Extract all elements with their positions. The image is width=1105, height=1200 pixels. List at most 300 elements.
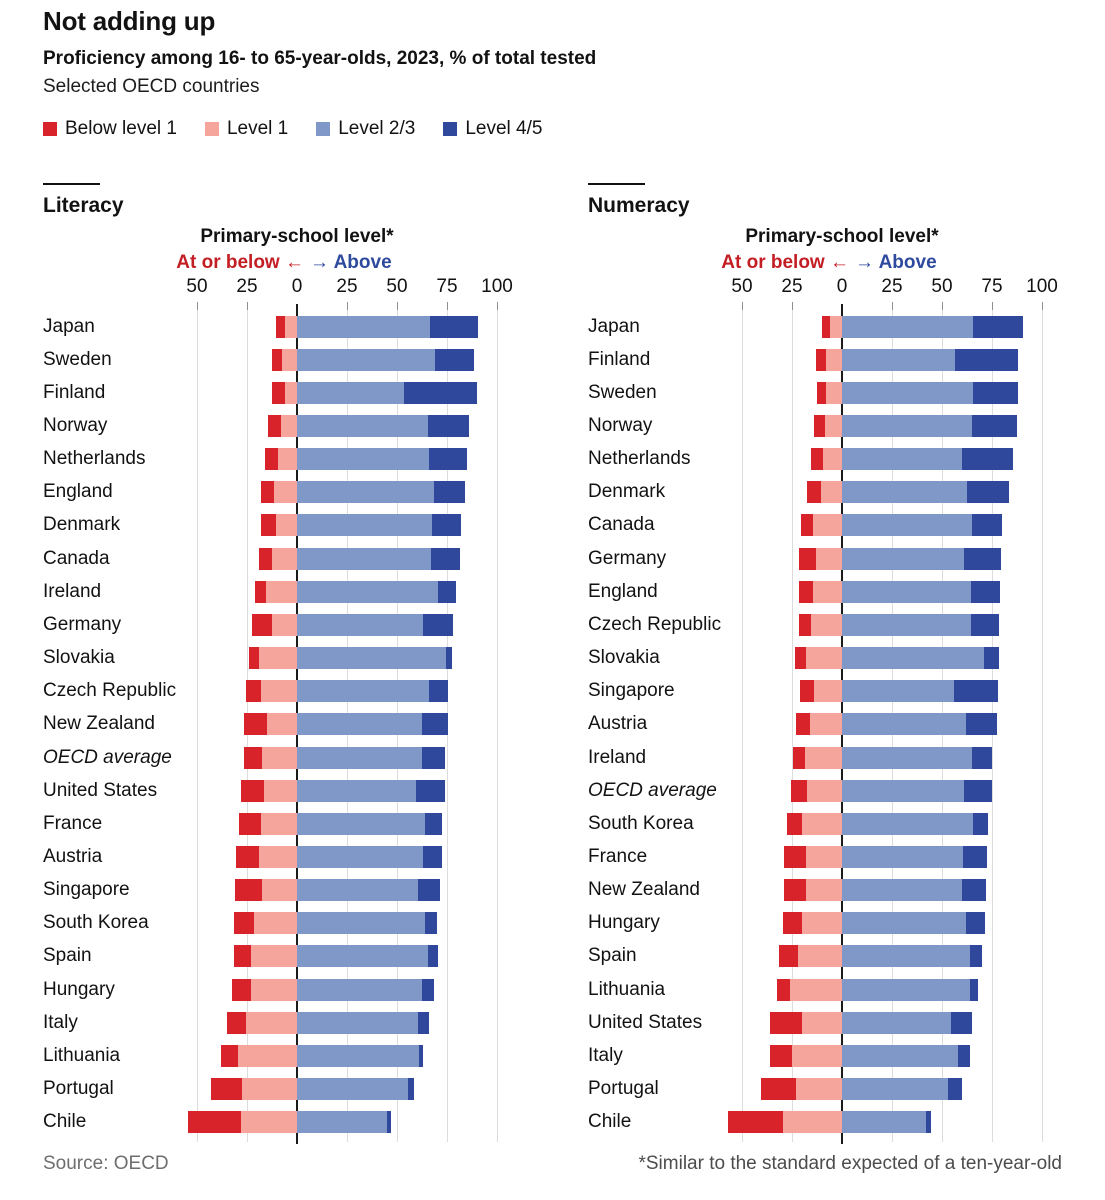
row-label-england: England: [588, 580, 658, 602]
axis-direction-left: At or below ←: [176, 252, 304, 273]
bar-segment-below-level-1: [232, 979, 251, 1001]
bar-segment-level-1: [811, 614, 842, 636]
row-label-japan: Japan: [43, 315, 95, 337]
bar-segment-level-1: [246, 1012, 297, 1034]
bar-segment-level-1: [241, 1111, 297, 1133]
bar-segment-level-1: [821, 481, 842, 503]
row-label-sweden: Sweden: [588, 381, 657, 403]
axis-tick-mark: [247, 302, 248, 310]
numeracy-title: Numeracy: [588, 194, 690, 217]
bar-segment-level-4-5: [432, 514, 461, 536]
bar-segment-level-4-5: [984, 647, 999, 669]
bar-segment-level-4-5: [435, 349, 474, 371]
below_level_1-swatch: [43, 122, 57, 136]
bar-segment-level-4-5: [971, 614, 999, 636]
bar-segment-level-1: [274, 481, 297, 503]
bar-segment-level-2-3: [842, 481, 967, 503]
bar-segment-level-1: [262, 879, 297, 901]
bar-segment-level-4-5: [428, 945, 438, 967]
axis-tick-mark: [397, 302, 398, 310]
bar-segment-level-1: [830, 316, 842, 338]
bar-segment-level-2-3: [297, 415, 428, 437]
row-label-slovakia: Slovakia: [588, 647, 660, 669]
bar-segment-level-2-3: [842, 614, 971, 636]
bar-segment-level-2-3: [297, 1111, 387, 1133]
chart-title: Not adding up: [43, 6, 216, 36]
row-label-canada: Canada: [588, 514, 655, 536]
bar-segment-level-4-5: [408, 1078, 414, 1100]
bar-segment-level-4-5: [963, 846, 987, 868]
row-label-finland: Finland: [588, 348, 651, 370]
row-label-czech-republic: Czech Republic: [43, 680, 177, 702]
axis-tick-mark: [197, 302, 198, 310]
bar-segment-level-2-3: [842, 1012, 951, 1034]
row-label-finland: Finland: [43, 381, 106, 403]
bar-segment-below-level-1: [814, 415, 825, 437]
bar-segment-level-2-3: [842, 514, 972, 536]
axis-tick-label: 50: [386, 276, 408, 297]
bar-segment-level-1: [802, 912, 842, 934]
axis-tick-label: 75: [436, 276, 458, 297]
bar-segment-level-4-5: [422, 713, 448, 735]
bar-segment-below-level-1: [783, 912, 802, 934]
bar-segment-level-2-3: [842, 548, 964, 570]
bar-segment-level-2-3: [842, 1111, 926, 1133]
level_1-swatch: [205, 122, 219, 136]
bar-segment-below-level-1: [817, 382, 826, 404]
gridline: [197, 310, 198, 1142]
bar-segment-level-1: [813, 581, 842, 603]
bar-segment-below-level-1: [761, 1078, 796, 1100]
bar-segment-level-4-5: [418, 1012, 429, 1034]
bar-segment-level-4-5: [962, 879, 986, 901]
row-label-japan: Japan: [588, 315, 640, 337]
axis-direction-right: → Above: [310, 252, 392, 273]
bar-segment-level-2-3: [842, 879, 962, 901]
bar-segment-level-1: [806, 647, 842, 669]
bar-segment-below-level-1: [265, 448, 278, 470]
bar-segment-below-level-1: [801, 514, 813, 536]
bar-segment-level-1: [825, 415, 842, 437]
bar-segment-level-1: [266, 581, 297, 603]
bar-segment-level-1: [259, 647, 297, 669]
bar-segment-level-1: [806, 879, 842, 901]
bar-segment-below-level-1: [807, 481, 821, 503]
row-label-lithuania: Lithuania: [588, 978, 666, 1000]
bar-segment-level-2-3: [842, 349, 955, 371]
row-label-czech-republic: Czech Republic: [588, 613, 722, 635]
gridline: [497, 310, 498, 1142]
axis-direction-right: → Above: [855, 252, 937, 273]
legend-item: [205, 118, 288, 140]
bar-segment-below-level-1: [822, 316, 830, 338]
bar-segment-below-level-1: [795, 647, 806, 669]
bar-segment-below-level-1: [799, 581, 813, 603]
bar-segment-below-level-1: [234, 912, 254, 934]
bar-segment-level-1: [802, 813, 842, 835]
row-label-germany: Germany: [588, 547, 667, 569]
bar-segment-level-2-3: [842, 813, 973, 835]
row-label-canada: Canada: [43, 547, 110, 569]
axis-tick-label: 25: [781, 276, 803, 297]
row-label-spain: Spain: [43, 945, 92, 967]
gridline: [1042, 310, 1043, 1142]
bar-segment-level-4-5: [430, 316, 478, 338]
panel-rule: [588, 183, 645, 185]
bar-segment-level-4-5: [951, 1012, 972, 1034]
bar-segment-below-level-1: [800, 680, 814, 702]
axis-direction-left: At or below ←: [721, 252, 849, 273]
bar-segment-level-2-3: [297, 846, 423, 868]
row-label-oecd-average: OECD average: [588, 779, 717, 801]
bar-segment-level-1: [796, 1078, 842, 1100]
axis-tick-mark: [347, 302, 348, 310]
bar-segment-below-level-1: [272, 349, 282, 371]
row-label-portugal: Portugal: [588, 1078, 659, 1099]
bar-segment-below-level-1: [796, 713, 810, 735]
bar-segment-level-1: [261, 813, 297, 835]
row-label-netherlands: Netherlands: [588, 448, 691, 470]
bar-segment-level-4-5: [972, 747, 992, 769]
bar-segment-level-4-5: [434, 481, 465, 503]
bar-segment-level-2-3: [297, 979, 422, 1001]
bar-segment-below-level-1: [799, 548, 816, 570]
bar-segment-level-4-5: [972, 514, 1002, 536]
legend-item: [316, 118, 415, 140]
row-label-lithuania: Lithuania: [43, 1044, 121, 1066]
bar-segment-level-2-3: [297, 780, 416, 802]
bar-segment-level-1: [254, 912, 297, 934]
bar-segment-below-level-1: [276, 316, 285, 338]
bar-segment-level-2-3: [842, 415, 972, 437]
row-label-austria: Austria: [43, 845, 103, 867]
bar-segment-level-1: [790, 979, 842, 1001]
axis-tick-mark: [447, 302, 448, 310]
row-label-italy: Italy: [588, 1044, 623, 1066]
bar-segment-level-2-3: [297, 581, 438, 603]
bar-segment-level-1: [251, 945, 297, 967]
bar-segment-level-4-5: [970, 979, 978, 1001]
bar-segment-below-level-1: [211, 1078, 242, 1100]
bar-segment-level-1: [261, 680, 297, 702]
axis-tick-label: 100: [481, 276, 513, 297]
axis-tick-mark: [497, 302, 498, 310]
bar-segment-level-2-3: [842, 979, 970, 1001]
axis-tick-mark: [792, 302, 793, 310]
bar-segment-level-2-3: [297, 1078, 408, 1100]
bar-segment-level-1: [810, 713, 842, 735]
legend-label: Level 2/3: [338, 118, 416, 139]
legend-label: Below level 1: [65, 118, 177, 139]
bar-segment-level-2-3: [297, 680, 429, 702]
bar-segment-level-4-5: [948, 1078, 962, 1100]
bar-segment-below-level-1: [770, 1045, 792, 1067]
bar-segment-level-4-5: [419, 1045, 423, 1067]
bar-segment-level-2-3: [842, 1045, 958, 1067]
row-label-austria: Austria: [588, 713, 648, 735]
row-label-england: England: [43, 481, 113, 503]
bar-segment-level-4-5: [954, 680, 998, 702]
axis-tick-label: 0: [291, 276, 303, 297]
row-label-france: France: [588, 845, 648, 867]
bar-segment-level-2-3: [297, 316, 430, 338]
bar-segment-level-1: [242, 1078, 297, 1100]
bar-segment-below-level-1: [246, 680, 261, 702]
bar-segment-level-1: [272, 614, 297, 636]
bar-segment-level-2-3: [297, 713, 422, 735]
bar-segment-below-level-1: [249, 647, 259, 669]
bar-segment-level-2-3: [842, 581, 971, 603]
bar-segment-level-2-3: [297, 747, 422, 769]
bar-segment-below-level-1: [784, 879, 806, 901]
bar-segment-level-4-5: [972, 415, 1017, 437]
gridline: [742, 310, 743, 1142]
bar-segment-level-1: [816, 548, 842, 570]
row-label-ireland: Ireland: [43, 580, 102, 602]
row-label-chile: Chile: [588, 1111, 632, 1133]
bar-segment-level-4-5: [966, 713, 997, 735]
row-label-portugal: Portugal: [43, 1078, 114, 1099]
bar-segment-level-2-3: [297, 614, 423, 636]
bar-segment-level-2-3: [842, 1078, 948, 1100]
bar-segment-level-1: [267, 713, 297, 735]
bar-segment-level-1: [264, 780, 297, 802]
bar-segment-level-2-3: [297, 647, 446, 669]
bar-segment-level-4-5: [418, 879, 440, 901]
bar-segment-level-2-3: [842, 846, 963, 868]
bar-segment-below-level-1: [268, 415, 281, 437]
bar-segment-level-4-5: [973, 382, 1018, 404]
bar-segment-below-level-1: [816, 349, 826, 371]
panel-rule: [43, 183, 100, 185]
bar-segment-level-2-3: [297, 879, 418, 901]
source-note: Source: OECD: [43, 1153, 169, 1174]
axis-tick-label: 75: [981, 276, 1003, 297]
legend-item: [443, 118, 542, 140]
axis-tick-mark: [992, 302, 993, 310]
bar-segment-level-4-5: [404, 382, 477, 404]
bar-segment-level-4-5: [423, 846, 442, 868]
bar-segment-level-4-5: [416, 780, 445, 802]
bar-segment-level-2-3: [842, 713, 966, 735]
bar-segment-level-4-5: [966, 912, 985, 934]
row-label-south-korea: South Korea: [43, 912, 149, 934]
axis-tick-label: 50: [186, 276, 208, 297]
bar-segment-level-4-5: [438, 581, 456, 603]
axis-tick-label: 25: [336, 276, 358, 297]
bar-segment-level-1: [278, 448, 297, 470]
bar-segment-level-2-3: [297, 548, 431, 570]
row-label-new-zealand: New Zealand: [43, 713, 155, 735]
bar-segment-level-2-3: [297, 349, 435, 371]
level_4_5-swatch: [443, 122, 457, 136]
row-label-hungary: Hungary: [588, 912, 660, 934]
row-label-slovakia: Slovakia: [43, 647, 115, 669]
bar-segment-below-level-1: [787, 813, 802, 835]
row-label-norway: Norway: [588, 415, 653, 436]
bar-segment-level-4-5: [971, 581, 1000, 603]
row-label-united-states: United States: [588, 1011, 703, 1033]
bar-segment-level-2-3: [297, 448, 429, 470]
bar-segment-level-1: [259, 846, 297, 868]
bar-segment-below-level-1: [239, 813, 261, 835]
row-label-ireland: Ireland: [588, 746, 647, 768]
bar-segment-below-level-1: [244, 713, 267, 735]
row-label-singapore: Singapore: [588, 680, 675, 702]
bar-segment-below-level-1: [221, 1045, 238, 1067]
bar-segment-below-level-1: [241, 780, 264, 802]
bar-segment-level-4-5: [967, 481, 1009, 503]
bar-segment-level-1: [823, 448, 842, 470]
bar-segment-level-1: [826, 382, 842, 404]
bar-segment-below-level-1: [799, 614, 811, 636]
bar-segment-below-level-1: [770, 1012, 802, 1034]
bar-segment-level-4-5: [970, 945, 982, 967]
bar-segment-below-level-1: [261, 481, 274, 503]
bar-segment-level-2-3: [297, 481, 434, 503]
bar-segment-below-level-1: [234, 945, 251, 967]
bar-segment-level-1: [285, 316, 297, 338]
chart-description: Selected OECD countries: [43, 76, 260, 97]
axis-header: Primary-school level*: [745, 226, 939, 247]
bar-segment-level-1: [805, 747, 842, 769]
bar-segment-below-level-1: [227, 1012, 246, 1034]
bar-segment-level-4-5: [964, 780, 992, 802]
bar-segment-level-1: [276, 514, 297, 536]
bar-segment-level-1: [238, 1045, 297, 1067]
axis-tick-mark: [892, 302, 893, 310]
bar-segment-level-4-5: [973, 813, 988, 835]
bar-segment-level-1: [802, 1012, 842, 1034]
row-label-south-korea: South Korea: [588, 812, 694, 834]
legend-label: Level 4/5: [465, 118, 543, 139]
literacy-title: Literacy: [43, 194, 124, 217]
bar-segment-level-1: [807, 780, 842, 802]
bar-segment-level-1: [792, 1045, 842, 1067]
bar-segment-below-level-1: [791, 780, 807, 802]
row-label-sweden: Sweden: [43, 348, 112, 370]
bar-segment-level-2-3: [842, 448, 962, 470]
bar-segment-level-2-3: [842, 680, 954, 702]
bar-segment-level-2-3: [842, 945, 970, 967]
bar-segment-level-1: [272, 548, 297, 570]
axis-tick-label: 0: [836, 276, 848, 297]
bar-segment-level-1: [251, 979, 297, 1001]
bar-segment-level-4-5: [422, 747, 445, 769]
axis-tick-label: 25: [881, 276, 903, 297]
bar-segment-level-4-5: [958, 1045, 970, 1067]
axis-tick-label: 50: [731, 276, 753, 297]
bar-segment-below-level-1: [252, 614, 272, 636]
row-label-oecd-average: OECD average: [43, 746, 172, 768]
bar-segment-level-2-3: [297, 813, 425, 835]
legend: [43, 118, 542, 140]
bar-segment-level-1: [783, 1111, 842, 1133]
bar-segment-level-4-5: [964, 548, 1001, 570]
axis-tick-label: 100: [1026, 276, 1058, 297]
bar-segment-level-2-3: [842, 647, 984, 669]
legend-label: Level 1: [226, 118, 289, 139]
axis-tick-label: 50: [931, 276, 953, 297]
bar-segment-below-level-1: [261, 514, 276, 536]
row-label-italy: Italy: [43, 1011, 78, 1033]
bar-segment-level-2-3: [842, 747, 972, 769]
row-label-chile: Chile: [43, 1111, 87, 1133]
bar-segment-level-4-5: [446, 647, 452, 669]
bar-segment-level-1: [826, 349, 842, 371]
bar-segment-level-1: [285, 382, 297, 404]
row-label-france: France: [43, 812, 103, 834]
bar-segment-level-2-3: [297, 912, 425, 934]
bar-segment-level-2-3: [842, 382, 973, 404]
numeracy-panel: [588, 178, 1088, 1153]
legend-item: [43, 118, 177, 140]
bar-segment-below-level-1: [728, 1111, 783, 1133]
bar-segment-level-1: [281, 415, 297, 437]
footnote: *Similar to the standard expected of a ten-year-old: [638, 1153, 1062, 1174]
bar-segment-below-level-1: [777, 979, 790, 1001]
bar-segment-level-4-5: [429, 680, 448, 702]
row-label-denmark: Denmark: [588, 481, 666, 503]
bar-segment-level-4-5: [962, 448, 1013, 470]
bar-segment-level-4-5: [926, 1111, 931, 1133]
axis-header: Primary-school level*: [200, 226, 394, 247]
bar-segment-level-4-5: [425, 813, 442, 835]
bar-segment-level-2-3: [842, 912, 966, 934]
row-label-denmark: Denmark: [43, 514, 121, 536]
row-label-netherlands: Netherlands: [43, 448, 146, 470]
row-label-norway: Norway: [43, 415, 108, 436]
row-label-hungary: Hungary: [43, 978, 115, 1000]
bar-segment-level-1: [798, 945, 842, 967]
bar-segment-below-level-1: [811, 448, 823, 470]
row-label-new-zealand: New Zealand: [588, 879, 700, 901]
bar-segment-level-4-5: [423, 614, 453, 636]
bar-segment-below-level-1: [255, 581, 266, 603]
bar-segment-level-4-5: [387, 1111, 391, 1133]
axis-tick-label: 25: [236, 276, 258, 297]
bar-segment-level-2-3: [297, 1045, 419, 1067]
bar-segment-level-4-5: [431, 548, 460, 570]
bar-segment-level-2-3: [297, 382, 404, 404]
bar-segment-level-4-5: [428, 415, 469, 437]
bar-segment-level-2-3: [842, 316, 973, 338]
bar-segment-level-2-3: [842, 780, 964, 802]
bar-segment-level-4-5: [429, 448, 467, 470]
axis-tick-mark: [942, 302, 943, 310]
bar-segment-below-level-1: [244, 747, 262, 769]
bar-segment-level-1: [814, 680, 842, 702]
chart-subtitle: Proficiency among 16- to 65-year-olds, 2023, % of total tested: [43, 48, 597, 69]
axis-tick-mark: [1042, 302, 1043, 310]
bar-segment-below-level-1: [235, 879, 262, 901]
row-label-spain: Spain: [588, 945, 637, 967]
bar-segment-below-level-1: [188, 1111, 241, 1133]
literacy-panel: [43, 178, 543, 1153]
bar-segment-below-level-1: [272, 382, 285, 404]
level_2_3-swatch: [316, 122, 330, 136]
row-label-united-states: United States: [43, 779, 158, 801]
bar-segment-below-level-1: [779, 945, 798, 967]
bar-segment-level-2-3: [297, 945, 428, 967]
bar-segment-level-2-3: [297, 1012, 418, 1034]
bar-segment-level-2-3: [297, 514, 432, 536]
bar-segment-level-1: [282, 349, 297, 371]
bar-segment-below-level-1: [784, 846, 806, 868]
row-label-singapore: Singapore: [43, 879, 130, 901]
bar-segment-below-level-1: [793, 747, 805, 769]
bar-segment-level-4-5: [422, 979, 434, 1001]
